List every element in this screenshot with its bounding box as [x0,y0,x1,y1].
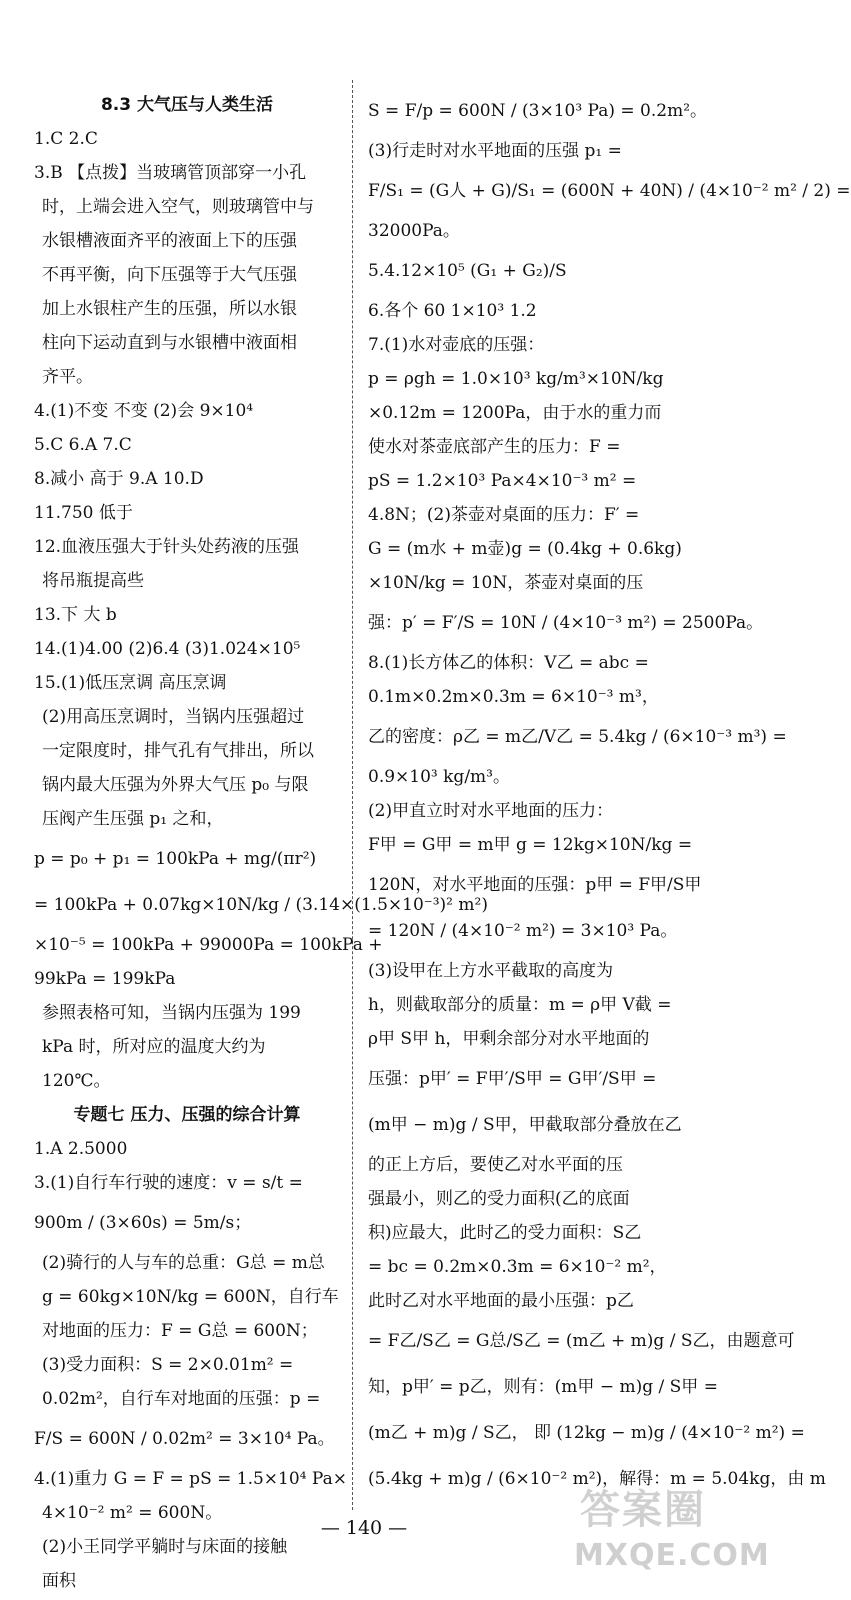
text-line: 齐平。 [42,367,93,387]
text-line: h，则截取部分的质量：m = ρ甲 V截 = [368,995,672,1015]
text-line: 将吊瓶提高些 [42,571,144,591]
text-line: 120℃。 [42,1071,111,1091]
text-line: (5.4kg + m)g / (6×10⁻² m²)，解得：m = 5.04kg，由 m [368,1469,826,1489]
text-line: 知，p甲′ = p乙，则有：(m甲 − m)g / S甲 = [368,1377,718,1397]
text-line: 锅内最大压强为外界大气压 p₀ 与限 [42,775,309,795]
text-line: 4.(1)重力 G = F = pS = 1.5×10⁴ Pa× [34,1469,347,1489]
text-line: S = F/p = 600N / (3×10³ Pa) = 0.2m²。 [368,101,708,121]
watermark-logo [574,1478,770,1594]
text-line: p = p₀ + p₁ = 100kPa + mg/(πr²) [34,849,317,869]
text-line: 1.A 2.5000 [34,1139,128,1159]
text-line: ×0.12m = 1200Pa，由于水的重力而 [368,403,662,423]
text-line: (3)受力面积：S = 2×0.01m² = [42,1355,294,1375]
text-line: 120N，对水平地面的压强：p甲 = F甲/S甲 [368,875,702,895]
text-line: 对地面的压力：F = G总 = 600N； [42,1321,318,1341]
text-line: 的正上方后，要使乙对水平面的压 [368,1155,623,1175]
text-line: 0.02m²，自行车对地面的压强：p = [42,1389,321,1409]
text-line: ρ甲 S甲 h，甲剩余部分对水平地面的 [368,1029,650,1049]
text-line: 不再平衡，向下压强等于大气压强 [42,265,297,285]
text-line: = F乙/S乙 = G总/S乙 = (m乙 + m)g / S乙，由题意可 [368,1331,795,1351]
watermark-text: 答案圈 [580,1487,706,1533]
section-heading: 8.3 大气压与人类生活 [100,95,274,115]
text-line: 加上水银柱产生的压强，所以水银 [42,299,297,319]
column-divider [352,80,353,1510]
text-line: = 120N / (4×10⁻² m²) = 3×10³ Pa。 [368,921,678,941]
text-line: 4.8N；(2)茶壶对桌面的压力：F′ = [368,505,640,525]
text-line: 11.750 低于 [34,503,133,523]
text-line: (m乙 + m)g / S乙， 即 (12kg − m)g / (4×10⁻² m²) = [368,1423,805,1443]
text-line: 5.4.12×10⁵ (G₁ + G₂)/S [368,261,567,281]
text-line: 一定限度时，排气孔有气排出，所以 [42,741,314,761]
text-line: 柱向下运动直到与水银槽中液面相 [42,333,297,353]
text-line: 7.(1)水对壶底的压强： [368,335,545,355]
text-line: F/S₁ = (G人 + G)/S₁ = (600N + 40N) / (4×10⁻² m² / 2) = [368,181,851,201]
text-line: 8.减小 高于 9.A 10.D [34,469,204,489]
text-line: F/S = 600N / 0.02m² = 3×10⁴ Pa。 [34,1429,335,1449]
text-line: p = ρgh = 1.0×10³ kg/m³×10N/kg [368,369,664,389]
text-line: 0.1m×0.2m×0.3m = 6×10⁻³ m³， [368,687,659,707]
section-heading: 专题七 压力、压强的综合计算 [73,1105,301,1125]
text-line: = bc = 0.2m×0.3m = 6×10⁻² m²， [368,1257,667,1277]
watermark-url: MXQE.COM [574,1538,770,1573]
text-line: 32000Pa。 [368,221,460,241]
text-line: pS = 1.2×10³ Pa×4×10⁻³ m² = [368,471,637,491]
text-line: 乙的密度：ρ乙 = m乙/V乙 = 5.4kg / (6×10⁻³ m³) = [368,727,787,747]
text-line: kPa 时，所对应的温度大约为 [42,1037,266,1057]
text-line: 4.(1)不变 不变 (2)会 9×10⁴ [34,401,254,421]
text-line: 13.下 大 b [34,605,117,625]
text-line: G = (m水 + m壶)g = (0.4kg + 0.6kg) [368,539,682,559]
text-line: (2)小王同学平躺时与床面的接触 [42,1537,288,1557]
text-line: 水银槽液面齐平的液面上下的压强 [42,231,297,251]
text-line: ×10⁻⁵ = 100kPa + 99000Pa = 100kPa + [34,935,383,955]
text-line: (2)骑行的人与车的总重：G总 = m总 [42,1253,325,1273]
text-line: 积)应最大，此时乙的受力面积：S乙 [368,1223,642,1243]
text-line: 此时乙对水平地面的最小压强：p乙 [368,1291,634,1311]
text-line: 面积 [42,1571,76,1591]
text-line: (3)行走时对水平地面的压强 p₁ = [368,141,622,161]
text-line: 99kPa = 199kPa [34,969,176,989]
text-line: (2)用高压烹调时，当锅内压强超过 [42,707,305,727]
text-line: 0.9×10³ kg/m³。 [368,767,510,787]
text-line: (3)设甲在上方水平截取的高度为 [368,961,614,981]
text-line: 4×10⁻² m² = 600N。 [42,1503,223,1523]
text-line: 900m / (3×60s) = 5m/s； [34,1213,252,1233]
page-number: — 140 — [320,1517,408,1539]
text-line: 1.C 2.C [34,129,98,149]
text-line: 强最小，则乙的受力面积(乙的底面 [368,1189,630,1209]
text-line: 8.(1)长方体乙的体积：V乙 = abc = [368,653,649,673]
text-line: (2)甲直立时对水平地面的压力： [368,801,614,821]
text-line: 6.各个 60 1×10³ 1.2 [368,301,537,321]
text-line: 强：p′ = F′/S = 10N / (4×10⁻³ m²) = 2500Pa。 [368,613,764,633]
text-line: 15.(1)低压烹调 高压烹调 [34,673,227,693]
text-line: 5.C 6.A 7.C [34,435,132,455]
text-line: (m甲 − m)g / S甲，甲截取部分叠放在乙 [368,1115,682,1135]
text-line: 参照表格可知，当锅内压强为 199 [42,1003,301,1023]
text-line: g = 60kg×10N/kg = 600N，自行车 [42,1287,339,1307]
text-line: 3.(1)自行车行驶的速度：v = s/t = [34,1173,303,1193]
text-line: 压阀产生压强 p₁ 之和， [42,809,224,829]
text-line: 使水对茶壶底部产生的压力：F = [368,437,621,457]
text-line: 压强：p甲′ = F甲′/S甲 = G甲′/S甲 = [368,1069,657,1089]
text-line: 3.B 【点拨】当玻璃管顶部穿一小孔 [34,163,307,183]
text-line: 12.血液压强大于针头处药液的压强 [34,537,300,557]
right-column [368,88,851,1502]
text-line: 时，上端会进入空气，则玻璃管中与 [42,197,314,217]
text-line: 14.(1)4.00 (2)6.4 (3)1.024×10⁵ [34,639,301,659]
text-line: = 100kPa + 0.07kg×10N/kg / (3.14×(1.5×10⁻³)² m²) [34,895,488,915]
text-line: F甲 = G甲 = m甲 g = 12kg×10N/kg = [368,835,693,855]
text-line: ×10N/kg = 10N，茶壶对桌面的压 [368,573,644,593]
